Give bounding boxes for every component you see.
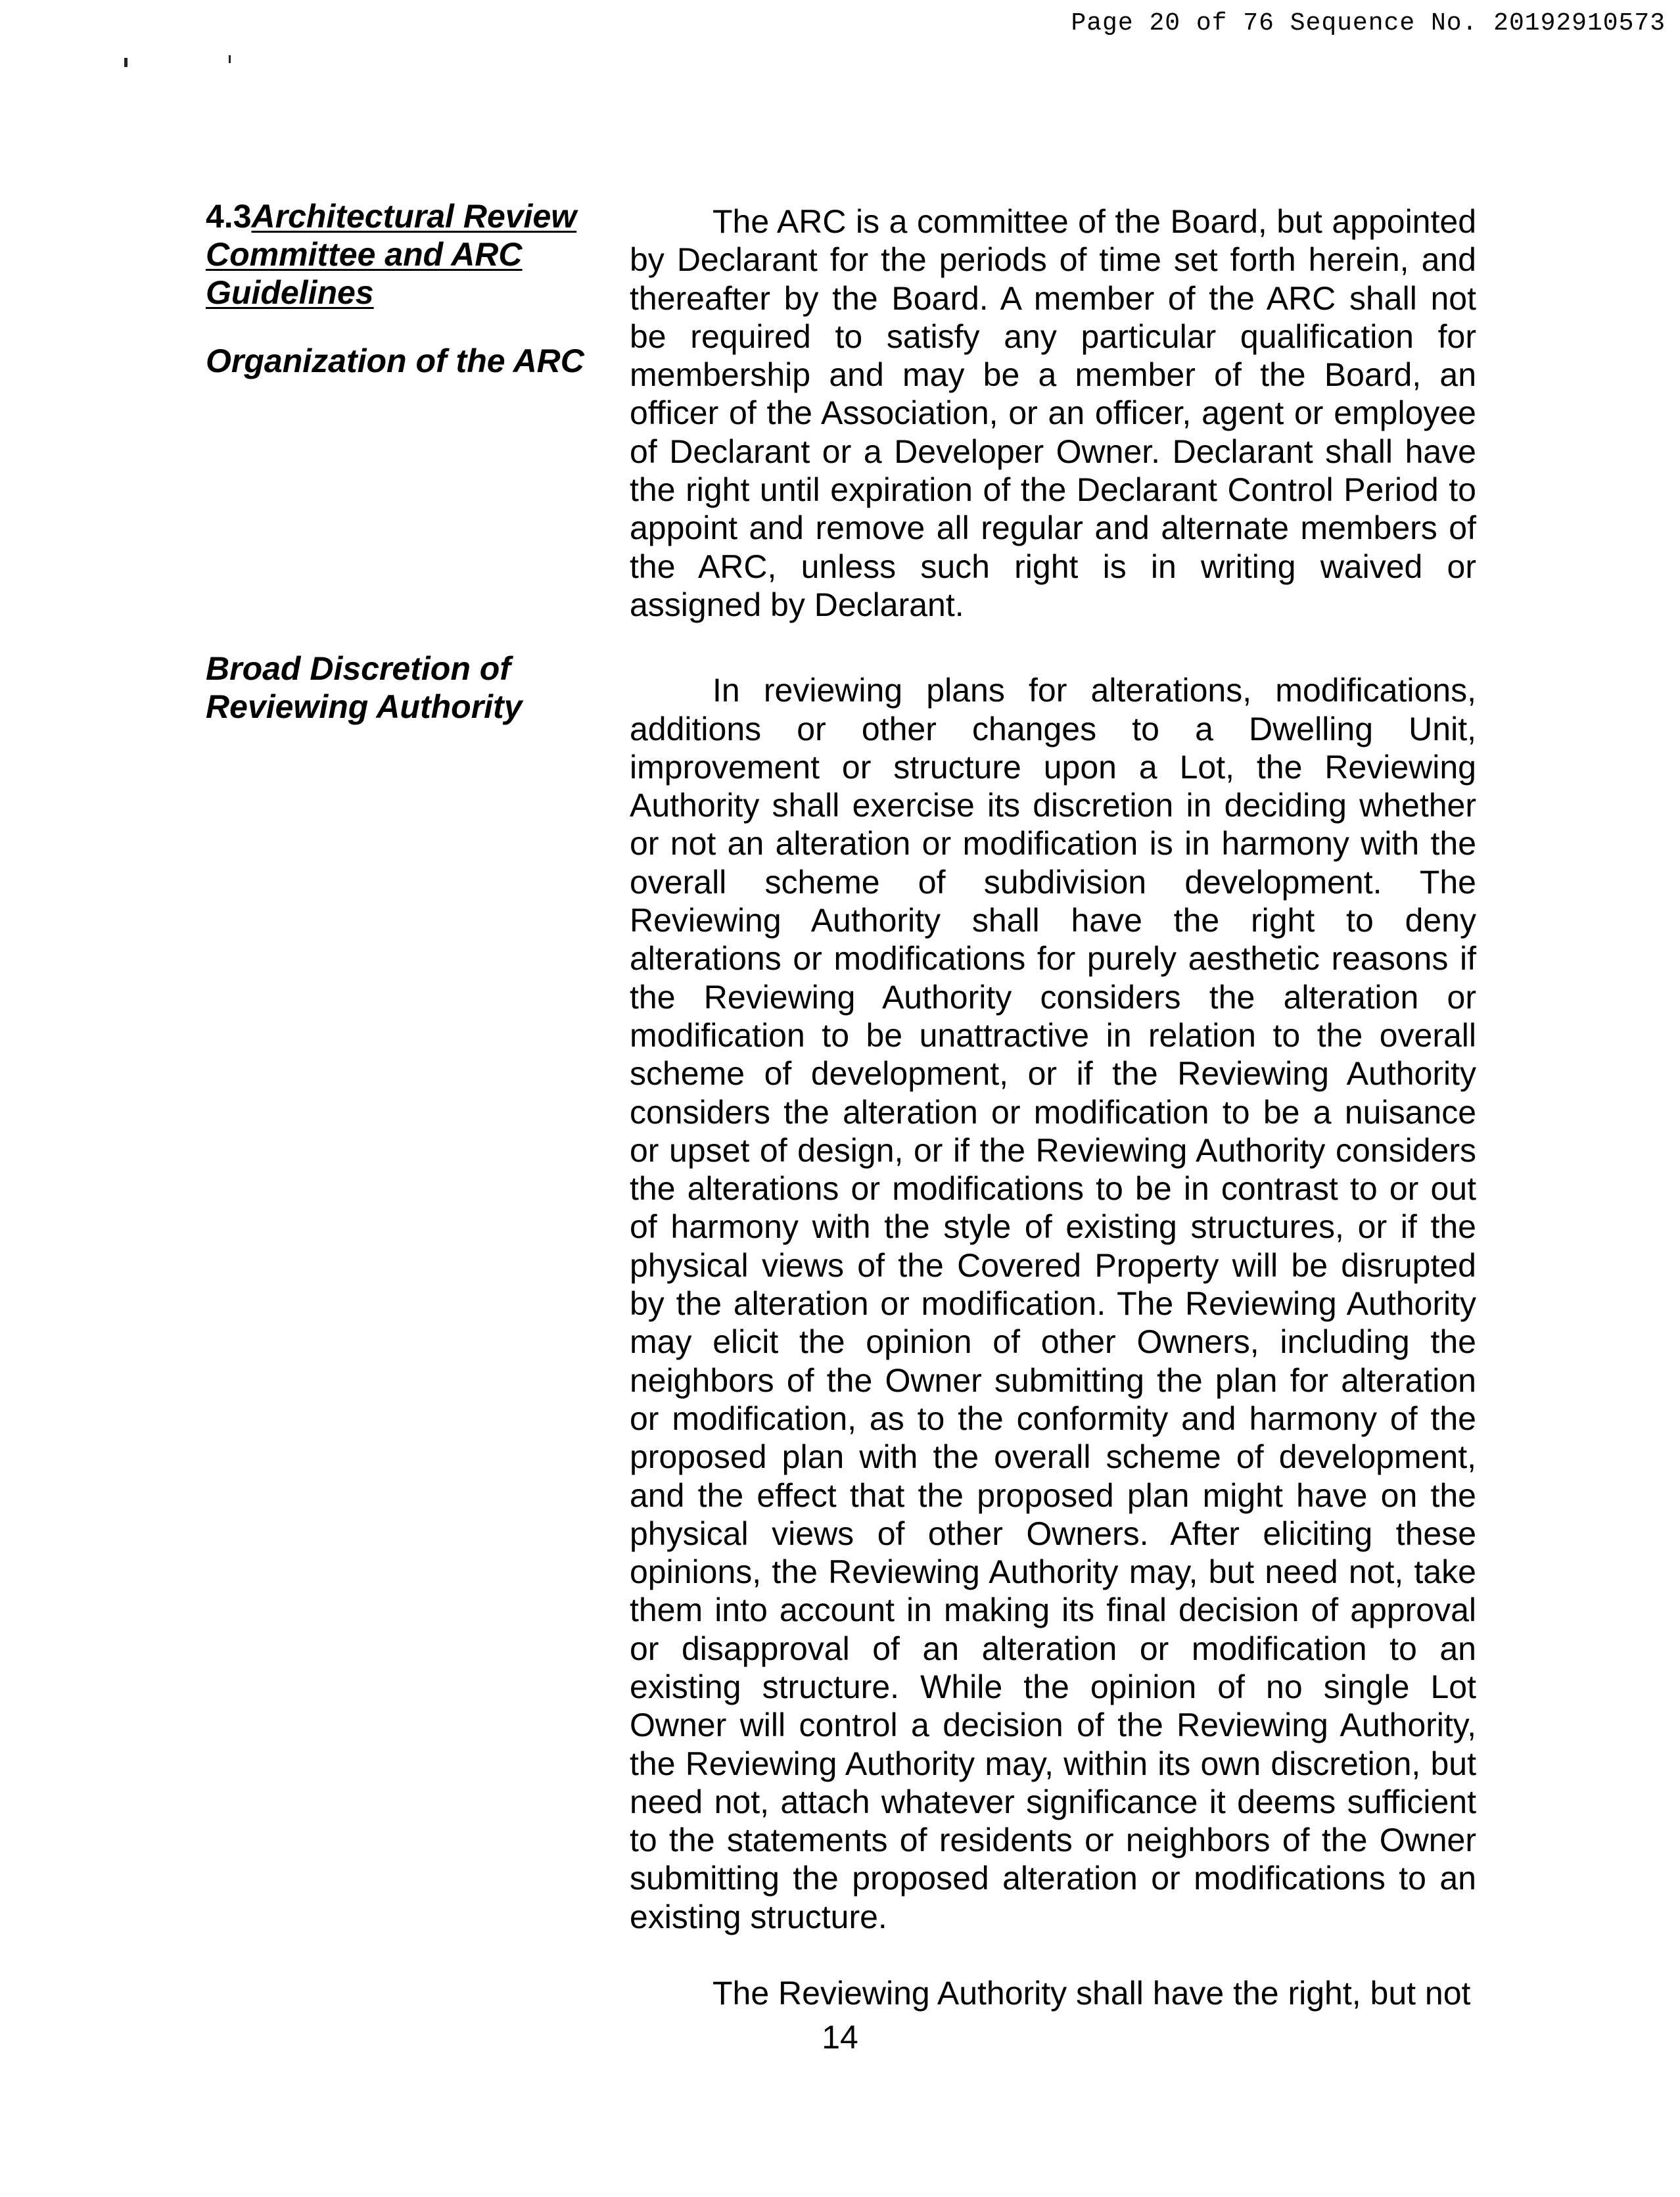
section-title: Architectural Review Committee and ARC Guidelines	[206, 198, 577, 311]
scan-mark	[124, 58, 128, 67]
section-heading	[206, 197, 600, 312]
paragraph-broad-discretion: In reviewing plans for alterations, modifications, additions or other changes to a Dwelling Unit, improvement or structure upon a Lot, the Reviewing Authority shall exercise its discretion in deciding whether or not an alteration or modification is in harmony with the overall scheme of subdivision development. The Reviewing Authority shall have the right to deny alterations or modifications for purely aesthetic reasons if the Reviewing Authority considers the alteration or modification to be unattractive in relation to the overall scheme of development, or if the Reviewing Authority considers the alteration or modification to be a nuisance or upset of design, or if the Reviewing Authority considers the alterations or modifications to be in contrast to or out of harmony with the style of existing structures, or if the physical views of the Covered Property will be disrupted by the alteration or modification. The Reviewing Authority may elicit the opinion of other Owners, including the neighbors of the Owner submitting the plan for alteration or modification, as to the conformity and harmony of the proposed plan with the overall scheme of development, and the effect that the proposed plan might have on the physical views of other Owners. After eliciting these opinions, the Reviewing Authority may, but need not, take them into account in making its final decision of approval or disapproval of an alteration or modification to an existing structure. While the opinion of no single Lot Owner will control a decision of the Reviewing Authority, the Reviewing Authority may, within its own discretion, but need not, attach whatever significance it deems sufficient to the statements of residents or neighbors of the Owner submitting the proposed alteration or modifications to an existing structure.	[630, 672, 1476, 1935]
section-number: 4.3	[206, 198, 252, 235]
page-sequence-header: Page 20 of 76 Sequence No. 20192910573	[1071, 9, 1666, 37]
left-sidehead-column	[206, 197, 600, 725]
paragraph-continuation: The Reviewing Authority shall have the right, but not	[712, 1975, 1471, 2012]
page-number: 14	[822, 2019, 858, 2056]
scan-mark	[229, 55, 231, 63]
body-text-column	[630, 202, 1476, 2012]
sidehead-broad-discretion: Broad Discretion of Reviewing Authority	[206, 650, 523, 725]
sidehead-organization: Organization of the ARC	[206, 343, 584, 379]
paragraph-organization: The ARC is a committee of the Board, but appointed by Declarant for the periods of time set forth herein, and thereafter by the Board. A member of the ARC shall not be required to satisfy any particular qualification for membership and may be a member of the Board, an officer of the Association, or an officer, agent or employee of Declarant or a Developer Owner. Declarant shall have the right until expiration of the Declarant Control Period to appoint and remove all regular and alternate members of the ARC, unless such right is in writing waived or assigned by Declarant.	[630, 203, 1476, 623]
